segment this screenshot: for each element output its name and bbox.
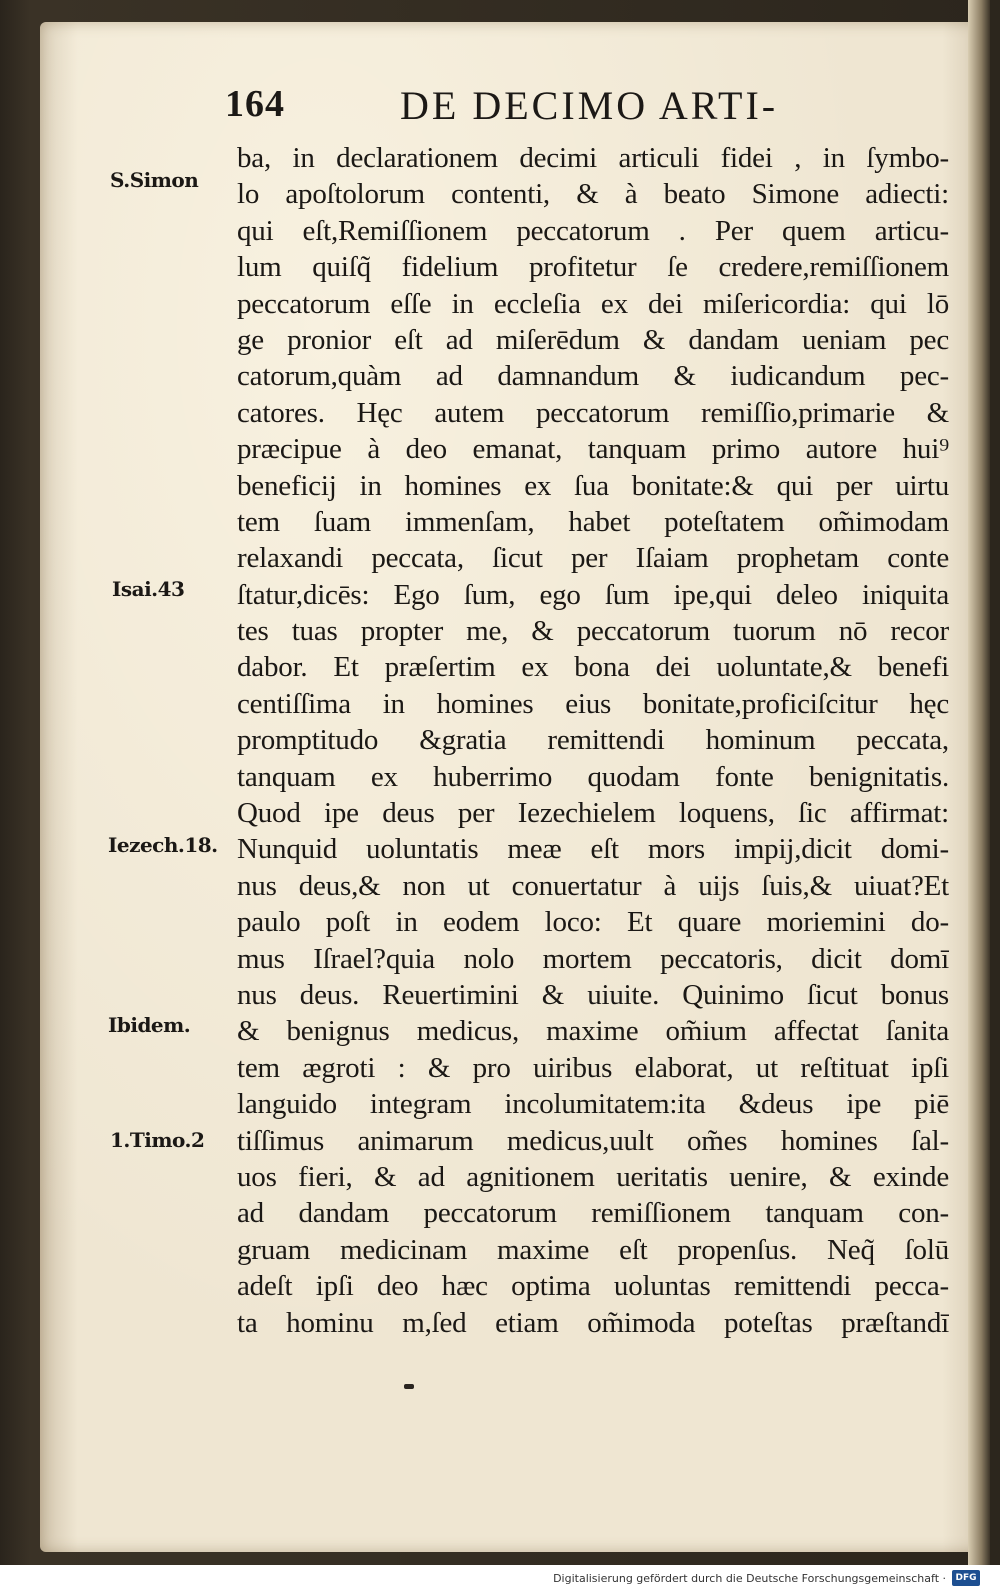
text-line: promptitudo &gratia remittendi hominum peccata, bbox=[237, 724, 949, 757]
margin-note-simon: S.Simon bbox=[110, 168, 199, 192]
text-line: nus deus. Reuertimini & uiuite. Quinimo ſicut bonus bbox=[237, 978, 949, 1011]
text-line: Quod ipe deus per Iezechielem loquens, ſic affirmat: bbox=[237, 797, 949, 830]
margin-note-ezekiel: Iezech.18. bbox=[108, 833, 218, 857]
text-line: uos fieri, & ad agnitionem ueritatis uenire, & exinde bbox=[237, 1160, 949, 1193]
text-line: dabor. Et præſertim ex bona dei uoluntate,& benefi bbox=[237, 651, 949, 684]
page-edge bbox=[968, 0, 990, 1565]
text-line: gruam medicinam maxime eſt propenſus. Neq̃ ſolū bbox=[237, 1233, 949, 1266]
running-head: DE DECIMO ARTI- bbox=[400, 83, 779, 128]
dfg-logo: DFG bbox=[952, 1570, 980, 1586]
text-line: ba, in declarationem decimi articuli fidei , in ſymbo- bbox=[237, 142, 949, 174]
text-line: ge pronior eſt ad miſerēdum & dandam ueniam pec bbox=[237, 323, 949, 356]
text-line: tanquam ex huberrimo quodam fonte benignitatis. bbox=[237, 760, 949, 793]
text-line: catorum,quàm ad damnandum & iudicandum pec- bbox=[237, 360, 949, 393]
page-header bbox=[225, 82, 845, 132]
text-line: adeſt ipſi deo hæc optima uoluntas remittendi pecca- bbox=[237, 1270, 949, 1303]
margin-note-timothy: 1.Timo.2 bbox=[110, 1128, 205, 1152]
margin-note-isaiah: Isai.43 bbox=[112, 577, 185, 601]
text-line: lum quiſq̃ fidelium profitetur ſe credere,remiſſionem bbox=[237, 251, 949, 284]
text-line: tes tuas propter me, & peccatorum tuorum nō recor bbox=[237, 615, 949, 648]
text-line: lo apoſtolorum contenti, & à beato Simone adiecti: bbox=[237, 178, 949, 211]
text-line: beneficij in homines ex ſua bonitate:& qui per uirtu bbox=[237, 469, 949, 502]
body-text bbox=[237, 140, 949, 1341]
digitization-credit: Digitalisierung gefördert durch die Deutsche Forschungsgemeinschaft · bbox=[553, 1572, 946, 1585]
text-line: tem ægroti : & pro uiribus elaborat, ut reſtituat ipſi bbox=[237, 1051, 949, 1084]
text-line: paulo poſt in eodem loco: Et quare moriemini do- bbox=[237, 906, 949, 939]
ink-mark bbox=[404, 1384, 414, 1389]
text-line: mus Iſrael?quia nolo mortem peccatoris, dicit domī bbox=[237, 942, 949, 975]
text-line: tiſſimus animarum medicus,uult om̃es homines ſal- bbox=[237, 1124, 949, 1157]
text-line: ad dandam peccatorum remiſſionem tanquam con- bbox=[237, 1197, 949, 1230]
text-line: tem ſuam immenſam, habet poteſtatem om̃imodam bbox=[237, 505, 949, 538]
text-line: centiſſima in homines eius bonitate,proficiſcitur hęc bbox=[237, 687, 949, 720]
page-number: 164 bbox=[225, 83, 285, 125]
text-line: Nunquid uoluntatis meæ eſt mors impij,dicit domi- bbox=[237, 833, 949, 866]
text-line: nus deus,& non ut conuertatur à uijs ſuis,& uiuat?Et bbox=[237, 869, 949, 902]
text-line: peccatorum eſſe in eccleſia ex dei miſericordia: qui lō bbox=[237, 287, 949, 320]
text-line: ta hominu m,ſed etiam om̃imoda poteſtas præſtandī bbox=[237, 1306, 949, 1339]
text-line: relaxandi peccata, ſicut per Iſaiam prophetam conte bbox=[237, 542, 949, 575]
text-line: præcipue à deo emanat, tanquam primo autore hui⁹ bbox=[237, 433, 949, 466]
text-line: qui eſt,Remiſſionem peccatorum . Per quem articu- bbox=[237, 214, 949, 247]
text-line: languido integram incolumitatem:ita &deus ipe piē bbox=[237, 1088, 949, 1121]
text-line: ſtatur,dicēs: Ego ſum, ego ſum ipe,qui deleo iniquita bbox=[237, 578, 949, 611]
margin-note-ibidem: Ibidem. bbox=[108, 1013, 191, 1037]
text-line: & benignus medicus, maxime om̃ium affectat ſanita bbox=[237, 1015, 949, 1048]
text-line: catores. Hęc autem peccatorum remiſſio,primarie & bbox=[237, 396, 949, 429]
